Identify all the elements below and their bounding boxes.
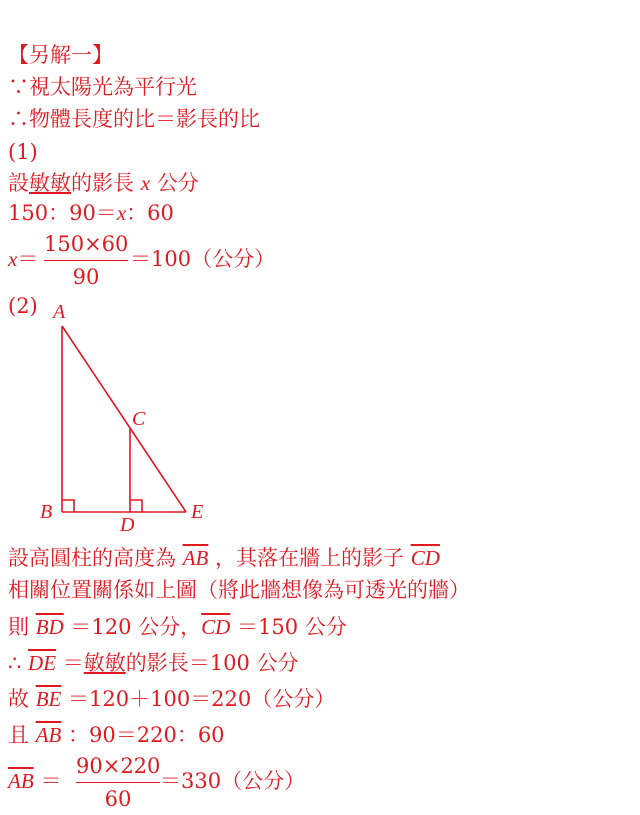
text: 公分 (150, 171, 199, 195)
text: 且 (8, 723, 36, 747)
segment-cd: $\overline{CD}$ (201, 615, 231, 639)
var-x: x (116, 201, 127, 225)
heading-alt-solution: 【另解一】 (8, 43, 113, 67)
line-parallel-light: ∵視太陽光為平行光 (8, 75, 197, 99)
fraction-denominator: 60 (104, 787, 132, 811)
fraction-numerator: 150×60 (44, 232, 129, 256)
segment-ab: $\overline{AB}$ (182, 546, 209, 570)
text: ：60 (126, 201, 174, 225)
text: 150：90＝ (8, 201, 117, 225)
text: ＝ (56, 651, 84, 675)
text: ∴ (8, 651, 29, 675)
line-proportion-2 (8, 722, 225, 748)
fraction-2 (76, 754, 160, 811)
segment-ab: $\overline{AB}$ (35, 723, 62, 747)
var-x: x (140, 171, 151, 195)
equals: ＝ (17, 247, 39, 271)
fraction-denominator: 90 (72, 265, 100, 289)
equals: ＝ (33, 769, 62, 793)
text: 的影長 (71, 171, 141, 195)
fraction-numerator: 90×220 (76, 754, 161, 778)
fraction-bar (76, 782, 160, 783)
part-2-label: (2) (8, 294, 38, 318)
name-minmin: 敏敏 (83, 651, 126, 675)
part-1-label: (1) (8, 140, 38, 164)
line-ratio-statement: ∴物體長度的比＝影長的比 (8, 107, 260, 131)
label-d: D (120, 514, 135, 536)
segment-ab: $\overline{AB}$ (8, 769, 34, 793)
segment-be: $\overline{BE}$ (35, 687, 62, 711)
text: 設 (8, 171, 29, 195)
text: ，其落在牆上的影子 (208, 546, 411, 570)
line-let-ab (8, 545, 440, 571)
segment-bd: $\overline{BD}$ (35, 615, 64, 639)
var-x: x (8, 247, 18, 271)
line-be (8, 686, 335, 712)
label-b: B (40, 501, 53, 523)
text: 設高圓柱的高度為 (8, 546, 183, 570)
label-e: E (191, 501, 204, 523)
segment-cd: $\overline{CD}$ (410, 546, 440, 570)
text: 故 (8, 687, 36, 711)
name-minmin: 敏敏 (29, 171, 71, 195)
text: 的影長＝100 公分 (125, 651, 299, 675)
line-de (8, 650, 299, 676)
label-a: A (53, 301, 66, 323)
text: ＝120 公分， (63, 615, 202, 639)
line-bd-cd (8, 614, 347, 640)
text: ＝120＋100＝220（公分） (61, 687, 336, 711)
label-c: C (132, 408, 146, 430)
line-ab-equals (8, 768, 61, 794)
result-330: ＝330（公分） (160, 769, 306, 793)
result-100: ＝100（公分） (130, 247, 276, 271)
segment-de: $\overline{DE}$ (28, 651, 57, 675)
text: ：90＝220：60 (61, 723, 225, 747)
text: 則 (8, 615, 36, 639)
text: ＝150 公分 (230, 615, 347, 639)
line-relation: 相關位置關係如上圖（將此牆想像為可透光的牆） (8, 578, 470, 602)
